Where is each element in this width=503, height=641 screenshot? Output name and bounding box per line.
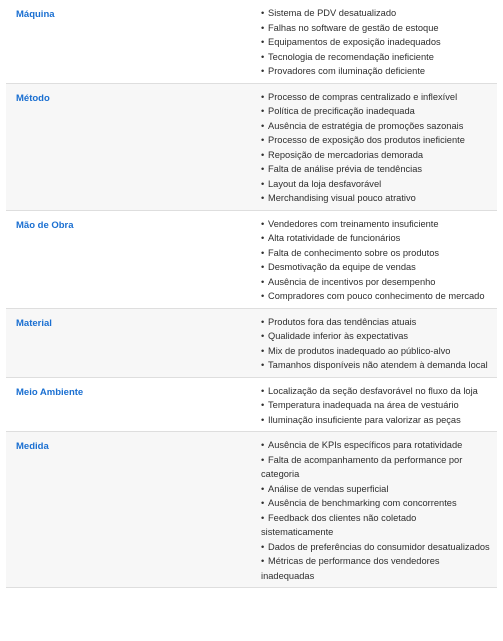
list-item: • Política de precificação inadequada — [261, 104, 491, 119]
category-label: Medida — [16, 441, 49, 452]
list-item: • Falta de conhecimento sobre os produtos — [261, 246, 491, 261]
list-item: • Layout da loja desfavorável — [261, 177, 491, 192]
list-item: • Processo de compras centralizado e inflexível — [261, 90, 491, 105]
category-label: Material — [16, 317, 52, 329]
list-item: • Processo de exposição dos produtos ineficiente — [261, 133, 491, 148]
cause-list — [252, 211, 497, 308]
list-item: • Equipamentos de exposição inadequados — [261, 35, 491, 50]
list-item: • Métricas de performance dos vendedores inadequadas — [261, 554, 491, 583]
cause-list — [252, 0, 497, 83]
list-item: • Falta de análise prévia de tendências — [261, 162, 491, 177]
category-label: Meio Ambiente — [16, 386, 84, 398]
list-item: • Temperatura inadequada na área de vestuário — [261, 398, 491, 413]
category-label: Mão de Obra — [16, 219, 74, 231]
list-item: • Merchandising visual pouco atrativo — [261, 191, 491, 206]
list-item: • Compradores com pouco conhecimento de mercado — [261, 289, 491, 304]
list-item: • Falhas no software de gestão de estoque — [261, 21, 491, 36]
table-row-maquina — [6, 0, 497, 84]
list-item: • Falta de acompanhamento da performance por categoria — [261, 453, 491, 482]
list-item: • Reposição de mercadorias demorada — [261, 148, 491, 163]
category-label: Método — [16, 92, 50, 104]
list-item: • Feedback dos clientes não coletado sistematicamente — [261, 511, 491, 540]
list-item: • Tecnologia de recomendação ineficiente — [261, 50, 491, 65]
cause-list — [252, 309, 497, 377]
list-item: • Ausência de estratégia de promoções sazonais — [261, 119, 491, 134]
cause-list — [252, 378, 497, 432]
list-item: • Tamanhos disponíveis não atendem à demanda local — [261, 358, 491, 373]
list-item: • Provadores com iluminação deficiente — [261, 64, 491, 79]
table-row-metodo — [6, 84, 497, 211]
list-item: • Produtos fora das tendências atuais — [261, 315, 491, 330]
list-item: • Alta rotatividade de funcionários — [261, 231, 491, 246]
list-item: • Sistema de PDV desatualizado — [261, 6, 491, 21]
table-row-meio-ambiente — [6, 378, 497, 433]
list-item: • Ausência de KPIs específicos para rotatividade — [261, 438, 491, 453]
list-item: • Dados de preferências do consumidor desatualizados — [261, 540, 491, 555]
table-row-medida — [6, 432, 497, 588]
causes-table — [6, 0, 497, 588]
list-item: • Ausência de benchmarking com concorrentes — [261, 496, 491, 511]
list-item: • Iluminação insuficiente para valorizar as peças — [261, 413, 491, 428]
list-item: • Qualidade inferior às expectativas — [261, 329, 491, 344]
cause-list — [252, 84, 497, 210]
list-item: • Ausência de incentivos por desempenho — [261, 275, 491, 290]
category-label: Máquina — [16, 9, 55, 20]
list-item: • Localização da seção desfavorável no fluxo da loja — [261, 384, 491, 399]
list-item: • Análise de vendas superficial — [261, 482, 491, 497]
table-row-material — [6, 309, 497, 378]
list-item: • Mix de produtos inadequado ao público-alvo — [261, 344, 491, 359]
list-item: • Desmotivação da equipe de vendas — [261, 260, 491, 275]
table-row-mao-de-obra — [6, 211, 497, 309]
cause-list — [252, 432, 497, 587]
list-item: • Vendedores com treinamento insuficiente — [261, 217, 491, 232]
